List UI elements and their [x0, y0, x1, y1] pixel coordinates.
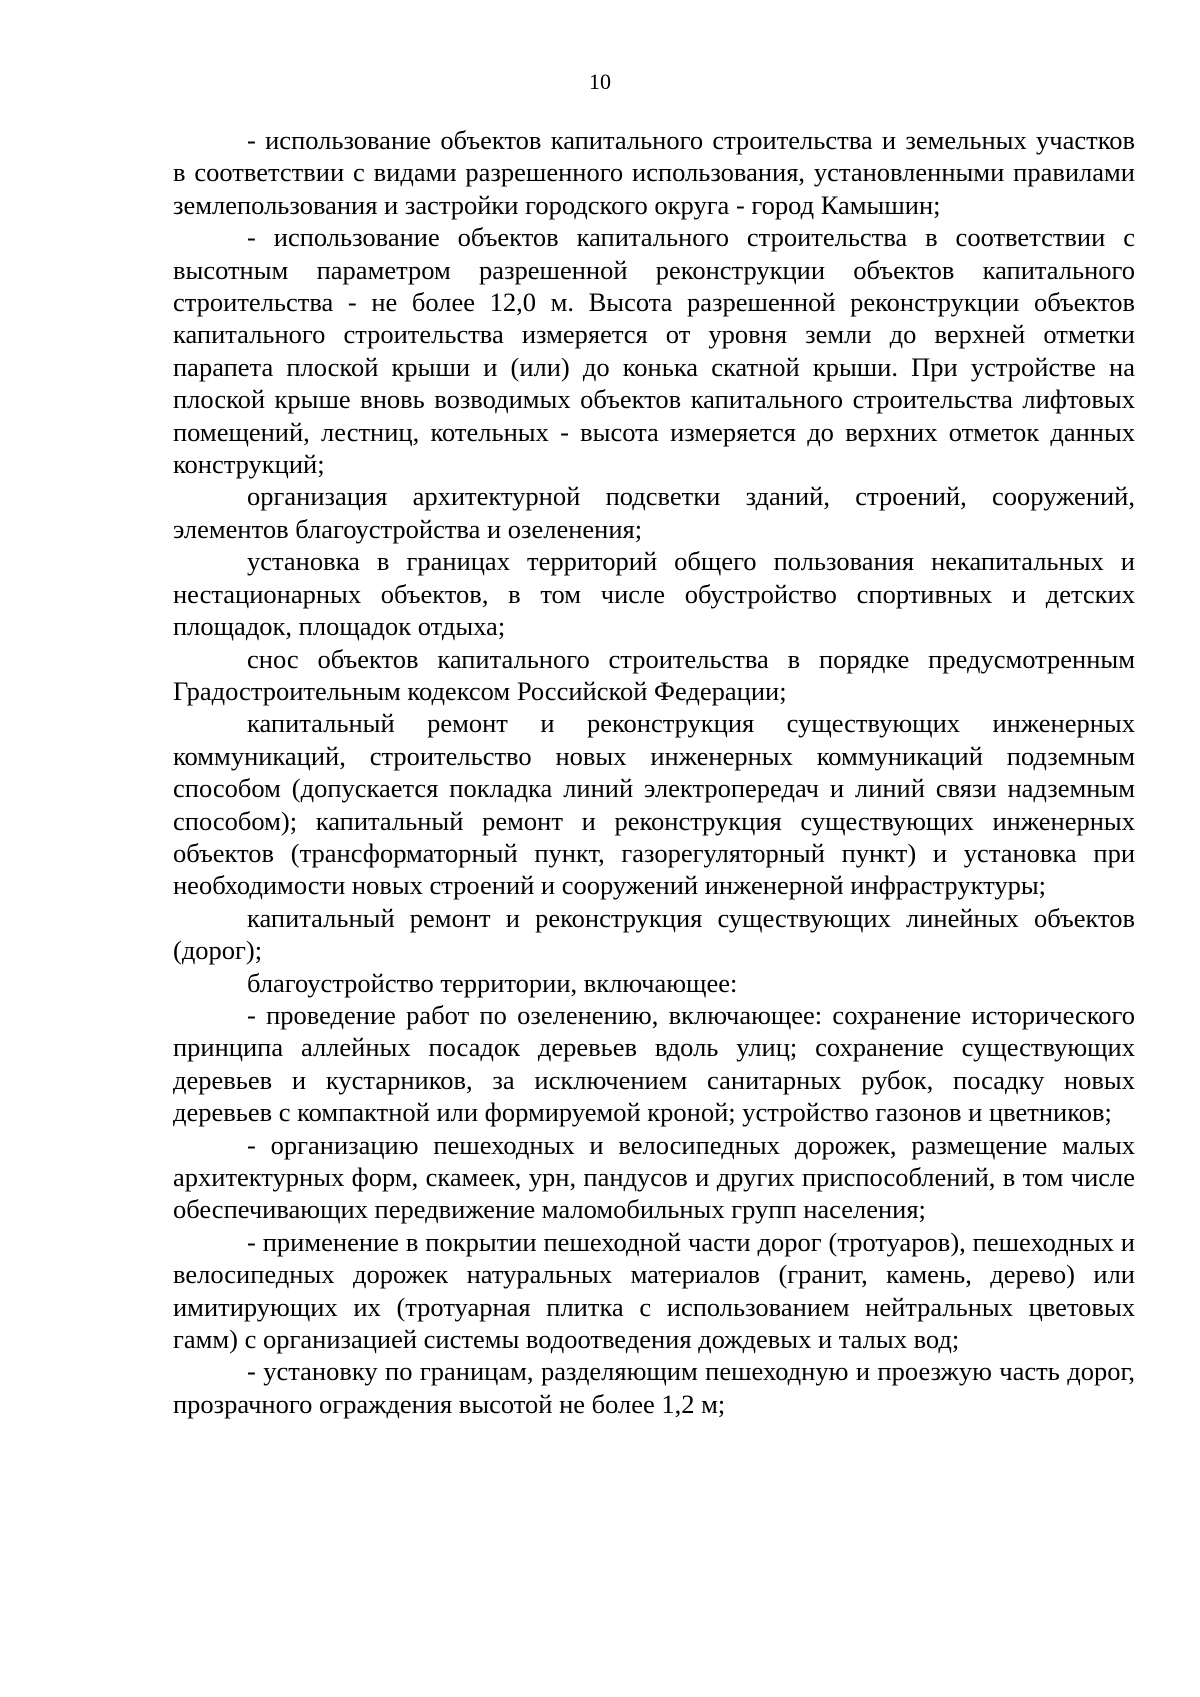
paragraph-height-parameter: - использование объектов капитального строительства в соответствии с высотным параметром разрешенной реконструкции объектов капитального строительства - не более 12,0 м. Высота разрешенной реконструкции объектов капитального строительства измеряется от уровня земли до верхней отметки парапета плоской крыши и (или) до конька скатной крыши. При устройстве на плоской крыше вновь возводимых объектов капитального строительства лифтовых помещений, лестниц, котельных - высота измеряется до верхних отметок данных конструкций; [173, 222, 1135, 480]
paragraph-greening-works: - проведение работ по озеленению, включающее: сохранение исторического принципа аллейных посадок деревьев вдоль улиц; сохранение существующих деревьев и кустарников, за исключением санитарных рубок, посадку новых деревьев с компактной или формируемой кроной; устройство газонов и цветников; [173, 999, 1135, 1128]
paragraph-engineering-communications: капитальный ремонт и реконструкция существующих инженерных коммуникаций, строительство новых инженерных коммуникаций подземным способом (допускается покладка линий электропередач и линий связи надземным способом); капитальный ремонт и реконструкция существующих инженерных объектов (трансформаторный пункт, газорегуляторный пункт) и установка при необходимости новых строений и сооружений инженерной инфраструктуры; [173, 708, 1135, 901]
paragraph-pedestrian-paths: - организацию пешеходных и велосипедных дорожек, размещение малых архитектурных форм, скамеек, урн, пандусов и других приспособлений, в том числе обеспечивающих передвижение маломобильных групп населения; [173, 1129, 1135, 1225]
paragraph-architectural-lighting: организация архитектурной подсветки зданий, строений, сооружений, элементов благоустройства и озеленения; [173, 481, 1135, 544]
paragraph-demolition: снос объектов капитального строительства в порядке предусмотренным Градостроительным кодексом Российской Федерации; [173, 643, 1135, 706]
paragraph-linear-objects: капитальный ремонт и реконструкция существующих линейных объектов (дорог); [173, 902, 1135, 966]
paragraph-paving-materials: - применение в покрытии пешеходной части дорог (тротуаров), пешеходных и велосипедных дорожек натуральных материалов (гранит, камень, дерево) или имитирующих их (тротуарная плитка с использованием нейтральных цветовых гамм) с организацией системы водоотведения дождевых и талых вод; [173, 1226, 1135, 1355]
document-body [173, 124, 1135, 1420]
paragraph-use-of-objects-and-land: - использование объектов капитального строительства и земельных участков в соответствии с видами разрешенного использования, установленными правилами землепользования и застройки городского округа - город Камышин; [173, 125, 1135, 220]
paragraph-fencing: - установку по границам, разделяющим пешеходную и проезжую часть дорог, прозрачного ограждения высотой не более 1,2 м; [173, 1356, 1135, 1419]
page-number: 10 [589, 69, 611, 94]
paragraph-non-capital-objects: установка в границах территорий общего пользования некапитальных и нестационарных объектов, в том числе обустройство спортивных и детских площадок, площадок отдыха; [173, 546, 1135, 642]
paragraph-landscaping-intro: благоустройство территории, включающее: [247, 967, 738, 998]
